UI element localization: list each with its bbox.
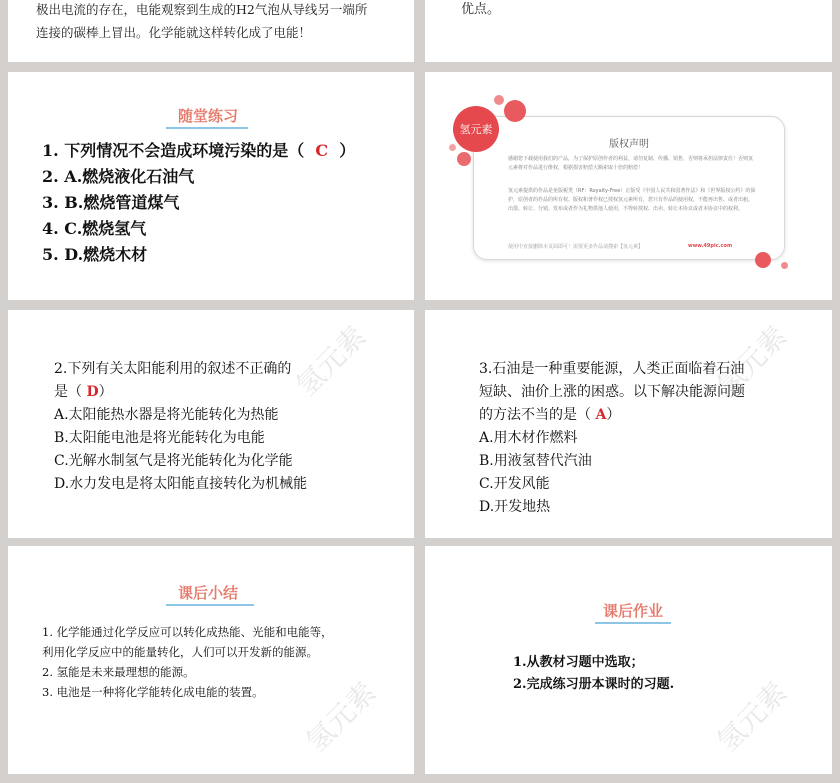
slide-question-2 — [8, 310, 414, 538]
copyright-para-1: 感谢您下载使用我们的产品，为了保护原创作者的利益，请勿复制、传播、销售，否则将承担法律责任！否则氢元素将对作品进行维权，根据损害赔偿大额索取十倍的赔偿！ — [508, 156, 754, 171]
option-item: B.用液氢替代汽油 — [479, 453, 592, 469]
text-line: 连接的碳棒上冒出。化学能就这样转化成了电能！ — [36, 25, 312, 40]
decor-dot — [494, 95, 504, 105]
decor-dot — [457, 152, 471, 166]
slide-practice — [8, 72, 414, 300]
copyright-link[interactable]: www.49pic.com — [688, 243, 733, 249]
question-close: ） — [339, 141, 356, 160]
summary-item: 利用化学反应中的能量转化，人们可以开发新的能源。 — [42, 645, 318, 659]
watermark: 氢元素 — [299, 675, 383, 759]
option-item: C.光解水制氢气是将光能转化为化学能 — [54, 453, 293, 469]
option-item: C.开发风能 — [479, 476, 550, 492]
decor-dot — [755, 252, 771, 268]
option-item: A.太阳能热水器是将光能转化为热能 — [54, 407, 279, 423]
slide-question-3 — [425, 310, 832, 538]
question-line: 2.下列有关太阳能利用的叙述不正确的 — [54, 361, 292, 377]
option-item: D.开发地热 — [479, 499, 551, 515]
question-line: 短缺、油价上涨的困惑。以下解决能源问题 — [479, 384, 745, 400]
decor-dot — [504, 100, 526, 122]
question-close: ） — [606, 407, 621, 423]
answer-mark: C — [315, 141, 329, 160]
question-block — [42, 138, 355, 268]
option-item: A.用木材作燃料 — [479, 430, 578, 446]
question-line — [42, 138, 355, 164]
badge-label: 氢元素 — [459, 123, 493, 136]
slide-copyright — [425, 72, 832, 300]
homework-item: 1.从教材习题中选取； — [513, 655, 644, 670]
question-close: ） — [98, 384, 113, 400]
option-item: 3. B.燃烧管道煤气 — [42, 193, 180, 212]
question-text: 是（ — [54, 384, 87, 400]
copyright-para-2: 氢元素提供的作品是免版税类（RF：Royalty-Free）正版受《中国人民共和国著作法》和《世界版权公约》的保护，原创者的作品的所有权、版权和著作权已授权氢元素所有，您只有作品的使用权，不能再出售、或者出租、出借、转让、分销、发布或者作为礼物供他人使用，不得转授权、出卖、转让本协议或者本协议中的权利。 — [508, 188, 756, 212]
decor-dot — [449, 144, 456, 151]
decor-dot — [781, 262, 788, 269]
answer-mark: A — [595, 407, 607, 423]
homework-item: 2.完成练习册本课时的习题. — [513, 677, 675, 692]
section-title: 课后小结 — [177, 584, 238, 602]
summary-item: 1. 化学能通过化学反应可以转化成热能、光能和电能等， — [42, 625, 333, 639]
copyright-footer: 使用中直接删除本页面即可！需要更多作品请搜索【氢元素】 — [508, 244, 644, 250]
title-underline — [595, 622, 671, 624]
slide-summary — [8, 546, 414, 774]
badge-circle — [453, 106, 499, 152]
option-item: 2. A.燃烧液化石油气 — [42, 167, 195, 186]
text-line: 优点。 — [461, 2, 501, 17]
copyright-card — [473, 116, 785, 260]
watermark: 氢元素 — [710, 675, 794, 759]
watermark: 氢元素 — [289, 319, 373, 403]
question-block — [54, 358, 307, 496]
question-line — [479, 404, 745, 427]
question-line — [54, 381, 307, 404]
title-underline — [166, 127, 248, 129]
copyright-title: 版权声明 — [609, 139, 649, 150]
question-line: 3.石油是一种重要能源，人类正面临着石油 — [479, 361, 745, 377]
question-block — [479, 358, 745, 519]
option-item: B.太阳能电池是将光能转化为电能 — [54, 430, 265, 446]
text-line: 极出电流的存在，电能观察到生成的H2气泡从导线另一端所 — [36, 2, 368, 17]
option-item: 4. C.燃烧氢气 — [42, 219, 147, 238]
slide-homework — [425, 546, 832, 774]
option-item: 5. D.燃烧木材 — [42, 245, 148, 264]
summary-list — [42, 622, 333, 702]
slide-top-right — [425, 0, 832, 62]
title-underline — [166, 604, 254, 606]
homework-list — [513, 652, 674, 696]
summary-item: 3. 电池是一种将化学能转化成电能的装置。 — [42, 685, 264, 699]
slide-text — [36, 0, 367, 44]
answer-mark: D — [86, 384, 99, 400]
section-title: 课后作业 — [602, 602, 663, 620]
section-title: 随堂练习 — [177, 107, 238, 125]
summary-item: 2. 氢能是未来最理想的能源。 — [42, 665, 195, 679]
watermark: 氢元素 — [710, 319, 794, 403]
question-text: 的方法不当的是（ — [479, 407, 596, 423]
option-item: D.水力发电是将太阳能直接转化为机械能 — [54, 476, 308, 492]
question-text: 1. 下列情况不会造成环境污染的是（ — [42, 141, 305, 160]
slide-top-left — [8, 0, 414, 62]
